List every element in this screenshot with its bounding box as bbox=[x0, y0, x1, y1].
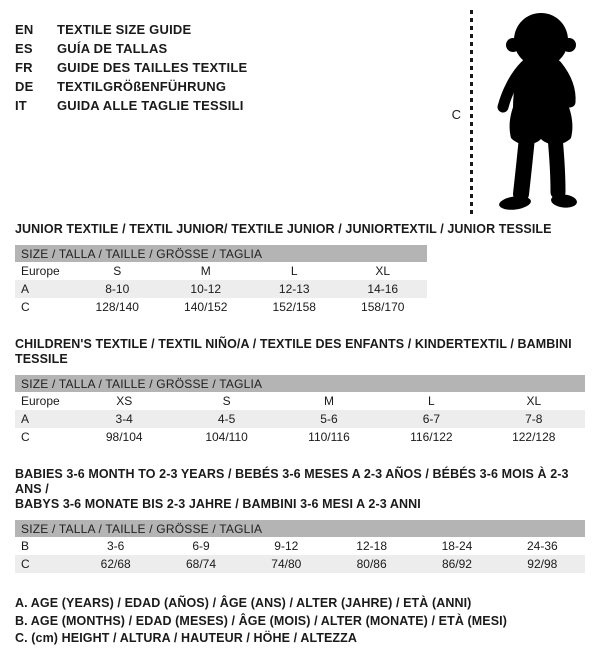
table-header-bar: SIZE / TALLA / TAILLE / GRÖSSE / TAGLIA bbox=[15, 520, 585, 537]
cell: 18-24 bbox=[441, 539, 473, 553]
section-title-line2: BABYS 3-6 MONATE BIS 2-3 JAHRE / BAMBINI 3-6 MESI A 2-3 ANNI bbox=[15, 497, 421, 511]
cell: 6-9 bbox=[192, 539, 210, 553]
language-title: GUIDE DES TAILLES TEXTILE bbox=[57, 60, 248, 75]
legend-line-b: B. AGE (MONTHS) / EDAD (MESES) / ÂGE (MOIS) / ALTER (MONATE) / ETÀ (MESI) bbox=[15, 613, 508, 628]
language-code: ES bbox=[15, 41, 33, 56]
table-row bbox=[15, 262, 427, 280]
cell: 8-10 bbox=[105, 282, 130, 296]
cell: 7-8 bbox=[525, 412, 543, 426]
language-code: DE bbox=[15, 79, 34, 94]
table-row bbox=[15, 280, 427, 298]
cell: 152/158 bbox=[272, 300, 316, 314]
row-label: C bbox=[21, 430, 30, 444]
legend-line-c: C. (cm) HEIGHT / ALTURA / HAUTEUR / HÖHE / ALTEZZA bbox=[15, 631, 358, 645]
table-row bbox=[15, 392, 585, 410]
children-size-table bbox=[15, 375, 585, 446]
cell: M bbox=[323, 394, 334, 408]
row-label: Europe bbox=[21, 264, 60, 278]
cell: 140/152 bbox=[184, 300, 228, 314]
cell: 158/170 bbox=[361, 300, 405, 314]
cell: 98/104 bbox=[105, 430, 143, 444]
cell: 3-6 bbox=[106, 539, 125, 553]
language-code: EN bbox=[15, 22, 34, 37]
table-row bbox=[15, 537, 585, 555]
size-sections bbox=[15, 222, 585, 573]
cell: 6-7 bbox=[422, 412, 441, 426]
cell: 128/140 bbox=[95, 300, 139, 314]
row-label: Europe bbox=[21, 394, 60, 408]
row-label: B bbox=[21, 539, 30, 553]
table-header-bar: SIZE / TALLA / TAILLE / GRÖSSE / TAGLIA bbox=[15, 375, 585, 392]
measure-label: C bbox=[451, 106, 461, 122]
cell: XL bbox=[375, 264, 391, 278]
row-label: C bbox=[21, 557, 30, 571]
cell: 80/86 bbox=[356, 557, 387, 571]
row-label: C bbox=[21, 300, 30, 314]
cell: 12-13 bbox=[278, 282, 310, 296]
cell: 122/128 bbox=[512, 430, 556, 444]
cell: 5-6 bbox=[320, 412, 338, 426]
baby-silhouette-icon bbox=[485, 10, 597, 218]
section-babies bbox=[15, 467, 585, 573]
section-title: BABIES 3-6 MONTH TO 2-3 YEARS / BEBÉS 3-6 MESES A 2-3 AÑOS / BÉBÉS 3-6 MOIS À 2-3 ANS / bbox=[15, 467, 569, 496]
table-header-bar: SIZE / TALLA / TAILLE / GRÖSSE / TAGLIA bbox=[15, 245, 427, 262]
table-row bbox=[15, 298, 427, 316]
cell: S bbox=[222, 394, 231, 408]
cell: 14-16 bbox=[367, 282, 399, 296]
measurement-legend bbox=[15, 595, 585, 648]
cell: 12-18 bbox=[356, 539, 387, 553]
cell: 10-12 bbox=[190, 282, 222, 296]
cell: 110/116 bbox=[308, 430, 350, 444]
junior-size-table bbox=[15, 245, 427, 316]
cell: 74/80 bbox=[271, 557, 302, 571]
legend-line-a: A. AGE (YEARS) / EDAD (AÑOS) / ÂGE (ANS) / ALTER (JAHRE) / ETÀ (ANNI) bbox=[15, 596, 472, 610]
section-title: CHILDREN'S TEXTILE / TEXTIL NIÑO/A / TEXTILE DES ENFANTS / KINDERTEXTIL / BAMBINI TESSILE bbox=[15, 337, 572, 366]
babies-size-table bbox=[15, 520, 585, 573]
language-code: FR bbox=[15, 60, 33, 75]
table-row bbox=[15, 410, 585, 428]
section-junior bbox=[15, 222, 585, 316]
section-children bbox=[15, 337, 585, 446]
cell: 116/122 bbox=[410, 430, 453, 444]
table-row bbox=[15, 555, 585, 573]
cell: 86/92 bbox=[441, 557, 472, 571]
cell: XS bbox=[116, 394, 133, 408]
height-figure bbox=[452, 10, 597, 218]
cell: 4-5 bbox=[217, 412, 236, 426]
section-title: JUNIOR TEXTILE / TEXTIL JUNIOR/ TEXTILE JUNIOR / JUNIORTEXTIL / JUNIOR TESSILE bbox=[15, 222, 552, 236]
cell: S bbox=[113, 264, 122, 278]
row-label: A bbox=[21, 282, 30, 296]
cell: 92/98 bbox=[527, 557, 558, 571]
height-measure-line bbox=[470, 10, 473, 218]
table-row bbox=[15, 428, 585, 446]
language-title: TEXTILGRÖßENFÜHRUNG bbox=[57, 79, 227, 94]
cell: 104/110 bbox=[205, 430, 248, 444]
language-title: TEXTILE SIZE GUIDE bbox=[57, 22, 192, 37]
cell: 24-36 bbox=[526, 539, 558, 553]
language-title: GUIDA ALLE TAGLIE TESSILI bbox=[57, 98, 244, 113]
cell: 3-4 bbox=[115, 412, 133, 426]
header bbox=[15, 14, 585, 220]
cell: L bbox=[290, 264, 298, 278]
language-code: IT bbox=[15, 98, 27, 113]
cell: 62/68 bbox=[100, 557, 131, 571]
cell: XL bbox=[526, 394, 542, 408]
language-title: GUÍA DE TALLAS bbox=[57, 41, 168, 56]
cell: L bbox=[428, 394, 435, 408]
cell: M bbox=[200, 264, 211, 278]
cell: 9-12 bbox=[274, 539, 299, 553]
cell: 68/74 bbox=[185, 557, 216, 571]
row-label: A bbox=[21, 412, 30, 426]
